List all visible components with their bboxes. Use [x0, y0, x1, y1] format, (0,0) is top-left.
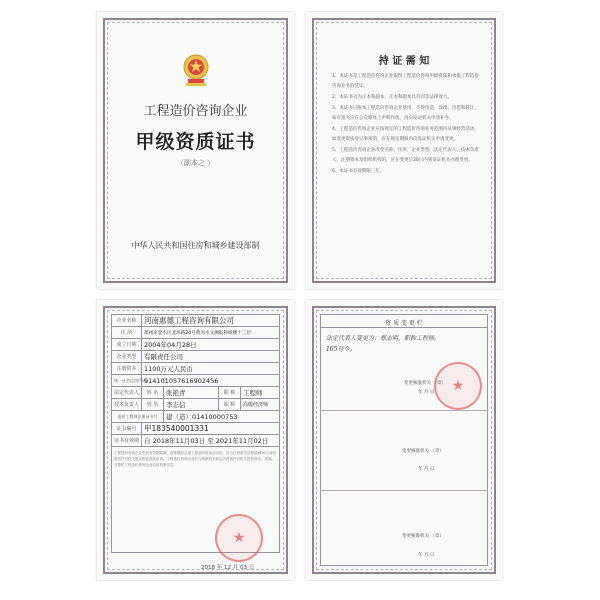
- table-row: [112, 363, 280, 375]
- engineer-cert-number: 建（造）01410000753: [164, 411, 280, 423]
- authority-label-text: 变更核准机关: [402, 534, 429, 539]
- row-label: 住 所: [112, 327, 142, 339]
- company-type: 有限责任公司: [142, 351, 280, 363]
- tech-lead-title: 高级经济师: [241, 399, 280, 411]
- tech-lead-name: 李志信: [164, 399, 219, 411]
- star-icon: ★: [232, 530, 246, 546]
- copy-label: （副本之 ）: [176, 159, 215, 167]
- credit-code: 914101057616902456: [142, 375, 280, 387]
- official-seal: [434, 362, 482, 410]
- stamp-label: （章）: [430, 449, 444, 454]
- row-label: 注册资本: [112, 363, 142, 375]
- issuer-text: 中华人民共和国住房和城乡建设部制: [131, 241, 260, 250]
- change-date: 年 月 日: [418, 467, 435, 472]
- row-label: 统一社会信用代码: [112, 375, 142, 387]
- change-entry-text: 法定代表人变更为：郑志明，职称工程师。: [326, 335, 441, 342]
- validity-period: 自 2018年11月03日 至 2021年11月02日: [142, 435, 280, 447]
- star-icon: ★: [451, 378, 465, 394]
- notice-item: 1、本证书是工程造价咨询企业取得工程造价咨询甲级资质和承揽工程造价咨询业务的凭证。: [332, 74, 479, 89]
- name-label: 姓 名: [142, 387, 164, 399]
- notice-item: 5、工程造价咨询企业改变名称、住所、企业类型、法定代表人、技术负责人、注册资本及组织机构的，应在变更后30日内到发证机关办理变更。: [332, 148, 479, 163]
- legal-rep-name: 张艳青: [164, 387, 219, 399]
- table-row: [112, 375, 280, 387]
- row-label: 成立日期: [112, 339, 142, 351]
- registered-capital: 1100万元人民币: [142, 363, 280, 375]
- change-title: 资 质 变 更 栏: [385, 320, 423, 327]
- authority-label-text: 变更核准机关: [402, 449, 429, 454]
- title-divider: [320, 327, 488, 328]
- notice-title: 持 证 需 知: [378, 56, 430, 67]
- change-date: 年 月 日: [418, 390, 435, 395]
- notice-item: 4、工程造价咨询企业应按规定的工程造价咨询业务范围内从事经营活动，如变更资质登记事项的，应在规定期限内向发证机关申请变更。: [332, 127, 479, 142]
- table-row: [112, 423, 280, 435]
- row-label: 造价工程师注册证书号: [112, 411, 164, 423]
- authority-label-text: 变更核准机关: [404, 381, 431, 386]
- issue-date: 2018 年 12 月 03 日: [201, 565, 255, 571]
- notice-item: 2、本证书分为正本和副本，正本和副本具有同等法律效力。: [332, 95, 452, 100]
- notes-text: 工程造价咨询企业资质有效期届满，需要继续从事工程造价咨询活动的，应当在资质有效期届满30日前向资质许可机关提出资质延续申请。工程造价咨询企业应当按照有关规定向资质许可机关提供真实、准确、完整的工程造价咨询企业信用档案信息。: [112, 447, 280, 553]
- table-row: [112, 387, 280, 399]
- authority-label: [402, 533, 444, 539]
- row-label: 法定代表人: [112, 387, 142, 399]
- stamp-label: （章）: [432, 381, 446, 386]
- table-row: [112, 447, 280, 553]
- authority-label: [402, 448, 444, 454]
- stamp-label: （章）: [430, 534, 444, 539]
- table-row: [112, 327, 280, 339]
- row-label: 企业类型: [112, 351, 142, 363]
- founding-date: 2004年04月28日: [142, 339, 280, 351]
- authority-label: [404, 380, 446, 386]
- change-date: 年 月 日: [418, 553, 435, 558]
- change-entry-text: 165号令。: [326, 346, 356, 353]
- title-label: 职 称: [219, 399, 241, 411]
- table-row: [112, 435, 280, 447]
- official-seal: [215, 514, 263, 562]
- table-row: [112, 399, 280, 411]
- title-label: 职 称: [219, 387, 241, 399]
- certificate-cover-page: [97, 12, 294, 289]
- cover-title: 工程造价咨询企业: [143, 104, 248, 119]
- legal-rep-title: 工程师: [241, 387, 280, 399]
- notice-list: [332, 72, 482, 178]
- company-info-page: [97, 300, 294, 580]
- table-row: [112, 411, 280, 423]
- row-label: 企业名称: [112, 315, 142, 327]
- qualification-change-page: [306, 300, 502, 580]
- company-address: 郑州市金水区北环路20号黄河水文测报科研楼十二层: [142, 327, 280, 339]
- name-label: 姓 名: [142, 399, 164, 411]
- company-name: 河南惠德工程咨询有限公司: [142, 315, 280, 327]
- national-emblem-icon: [182, 52, 210, 88]
- entry-divider: [320, 490, 488, 491]
- company-info-table: [111, 314, 280, 553]
- row-label: 证书编号: [112, 423, 142, 435]
- table-row: [112, 315, 280, 327]
- notice-item: 3、本证书只限本工程造价咨询企业使用，不得伪造、涂改、出借和转让，如有遗失应在公众媒体上声明作废。再向发证机关申请补办。: [332, 106, 479, 121]
- change-frame: [320, 314, 488, 566]
- certificate-number: 甲183540001331: [142, 423, 280, 435]
- notice-page: [306, 12, 502, 289]
- row-label: 证书有效期: [112, 435, 142, 447]
- row-label: 技术负责人: [112, 399, 142, 411]
- table-row: [112, 351, 280, 363]
- entry-divider: [320, 410, 488, 411]
- table-row: [112, 339, 280, 351]
- cover-big-title: 甲级资质证书: [135, 131, 256, 153]
- notice-item: 6、本证书有效期限三年。: [332, 169, 385, 174]
